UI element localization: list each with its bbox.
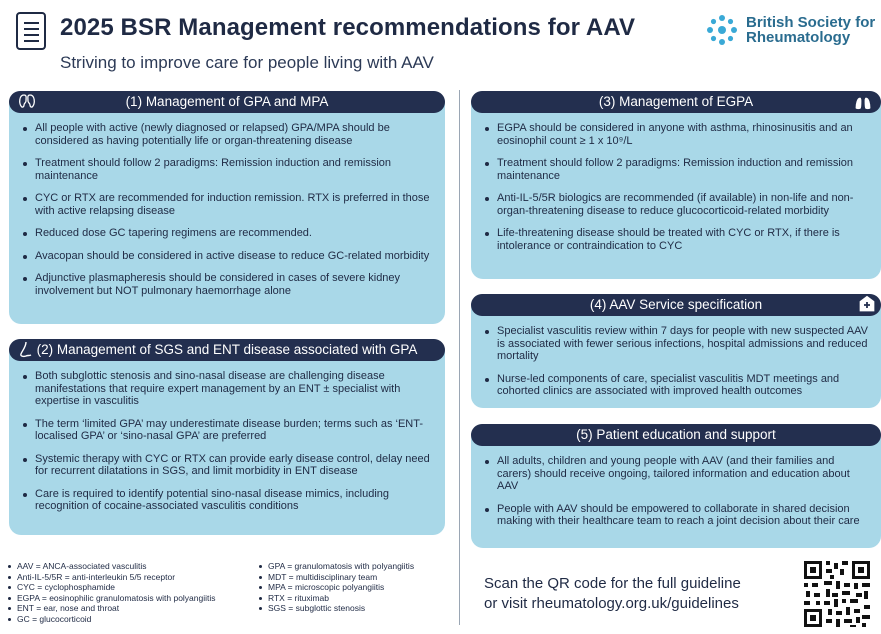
list-item: Reduced dose GC tapering regimens are recommended. xyxy=(23,227,435,240)
document-icon xyxy=(16,12,46,50)
page-subtitle: Striving to improve care for people living with AAV xyxy=(60,53,434,72)
abbreviation-item: Anti-IL-5/5R = anti-interleukin 5/5 receptor xyxy=(8,572,216,583)
list-item: All people with active (newly diagnosed or relapsed) GPA/MPA should be considered as having potentially life or organ-threatening disease xyxy=(23,122,435,147)
panel-heading xyxy=(471,294,881,316)
abbreviation-item: MPA = microscopic polyangiitis xyxy=(259,582,414,593)
list-item: Care is required to identify potential sino-nasal disease mimics, including recognition of cocaine-associated vasculitis conditions xyxy=(23,488,435,513)
abbreviation-item: AAV = ANCA-associated vasculitis xyxy=(8,561,216,572)
panel-items xyxy=(23,122,435,307)
list-item: All adults, children and young people with AAV (and their families and carers) should receive ongoing, tailored information and education about AAV xyxy=(485,455,871,493)
abbreviation-item: CYC = cyclophosphamide xyxy=(8,582,216,593)
list-item: Specialist vasculitis review within 7 days for people with new suspected AAV is associated with fewer serious infections, hospital admissions and reduced mortality xyxy=(485,325,871,363)
list-item: The term ‘limited GPA’ may underestimate disease burden; terms such as ‘ENT-localised GPA’ or ‘sino-nasal GPA’ are preferred xyxy=(23,418,435,443)
list-item: Both subglottic stenosis and sino-nasal disease are challenging disease manifestations that require expert management by an ENT ± specialist with expertise in vasculitis xyxy=(23,370,435,408)
panel-heading-text: (3) Management of EGPA xyxy=(598,94,754,109)
panel-egpa xyxy=(471,91,881,279)
abbreviation-item: GC = glucocorticoid xyxy=(8,614,216,625)
panel-heading xyxy=(9,339,445,361)
page-title: 2025 BSR Management recommendations for AAV xyxy=(60,14,636,41)
panel-items xyxy=(485,122,871,262)
panel-heading xyxy=(9,91,445,113)
scan-line-1: Scan the QR code for the full guideline xyxy=(484,575,741,592)
scan-instructions xyxy=(484,574,741,614)
abbreviation-item: GPA = granulomatosis with polyangiitis xyxy=(259,561,414,572)
list-item: EGPA should be considered in anyone with asthma, rhinosinusitis and an eosinophil count ≥ 1 x 10⁹/L xyxy=(485,122,871,147)
list-item: Adjunctive plasmapheresis should be considered in cases of severe kidney involvement but NOT pulmonary haemorrhage alone xyxy=(23,272,435,297)
nose-icon xyxy=(18,341,36,359)
bsr-logo xyxy=(706,14,875,46)
logo-text xyxy=(746,15,875,45)
panel-patient-education xyxy=(471,424,881,548)
panel-heading-text: (4) AAV Service specification xyxy=(589,297,763,312)
panel-heading-text: (5) Patient education and support xyxy=(576,427,776,442)
scan-line-2[interactable]: or visit rheumatology.org.uk/guidelines xyxy=(484,595,739,612)
abbreviation-item: RTX = rituximab xyxy=(259,593,414,604)
qr-code-icon[interactable] xyxy=(802,559,872,629)
list-item: Avacopan should be considered in active disease to reduce GC-related morbidity xyxy=(23,250,435,263)
logo-line-1: British Society for xyxy=(746,14,876,31)
list-item: Anti-IL-5/5R biologics are recommended (if available) in non-life and non-organ-threatening disease to reduce glucocorticoid-related morbidity xyxy=(485,192,871,217)
bsr-logo-icon xyxy=(706,14,738,46)
logo-line-2: Rheumatology xyxy=(746,29,851,46)
abbreviation-item: SGS = subglottic stenosis xyxy=(259,603,414,614)
panel-gpa-mpa xyxy=(9,91,445,324)
list-item: CYC or RTX are recommended for induction remission. RTX is preferred in those with active relapsing disease xyxy=(23,192,435,217)
list-item: Treatment should follow 2 paradigms: Remission induction and remission maintenance xyxy=(23,157,435,182)
list-item: Life-threatening disease should be treated with CYC or RTX, if there is intolerance or contraindication to CYC xyxy=(485,227,871,252)
panel-sgs-ent xyxy=(9,339,445,535)
abbreviation-item: MDT = multidisciplinary team xyxy=(259,572,414,583)
panel-items xyxy=(485,325,871,408)
abbreviation-item: ENT = ear, nose and throat xyxy=(8,603,216,614)
list-item: Systemic therapy with CYC or RTX can provide early disease control, delay need for recurrent dilatations in SGS, and limit morbidity in ENT disease xyxy=(23,453,435,478)
panel-heading-text: (2) Management of SGS and ENT disease associated with GPA xyxy=(36,342,418,357)
abbreviation-item: EGPA = eosinophilic granulomatosis with polyangiitis xyxy=(8,593,216,604)
panel-items xyxy=(23,370,435,523)
panel-service-spec xyxy=(471,294,881,408)
list-item: Nurse-led components of care, specialist vasculitis MDT meetings and cohorted clinics are associated with improved health outcomes xyxy=(485,373,871,398)
list-item: People with AAV should be empowered to collaborate in shared decision making with their healthcare team to reach a joint decision about their care xyxy=(485,503,871,528)
column-divider xyxy=(459,90,460,625)
panel-heading xyxy=(471,424,881,446)
kidneys-icon xyxy=(18,93,36,111)
panel-heading xyxy=(471,91,881,113)
lungs-icon xyxy=(853,92,873,112)
panel-heading-text: (1) Management of GPA and MPA xyxy=(125,94,329,109)
panel-items xyxy=(485,455,871,538)
abbreviations-left xyxy=(8,561,216,625)
hospital-icon xyxy=(857,292,877,314)
abbreviations-right xyxy=(259,561,414,614)
list-item: Treatment should follow 2 paradigms: Remission induction and remission maintenance xyxy=(485,157,871,182)
